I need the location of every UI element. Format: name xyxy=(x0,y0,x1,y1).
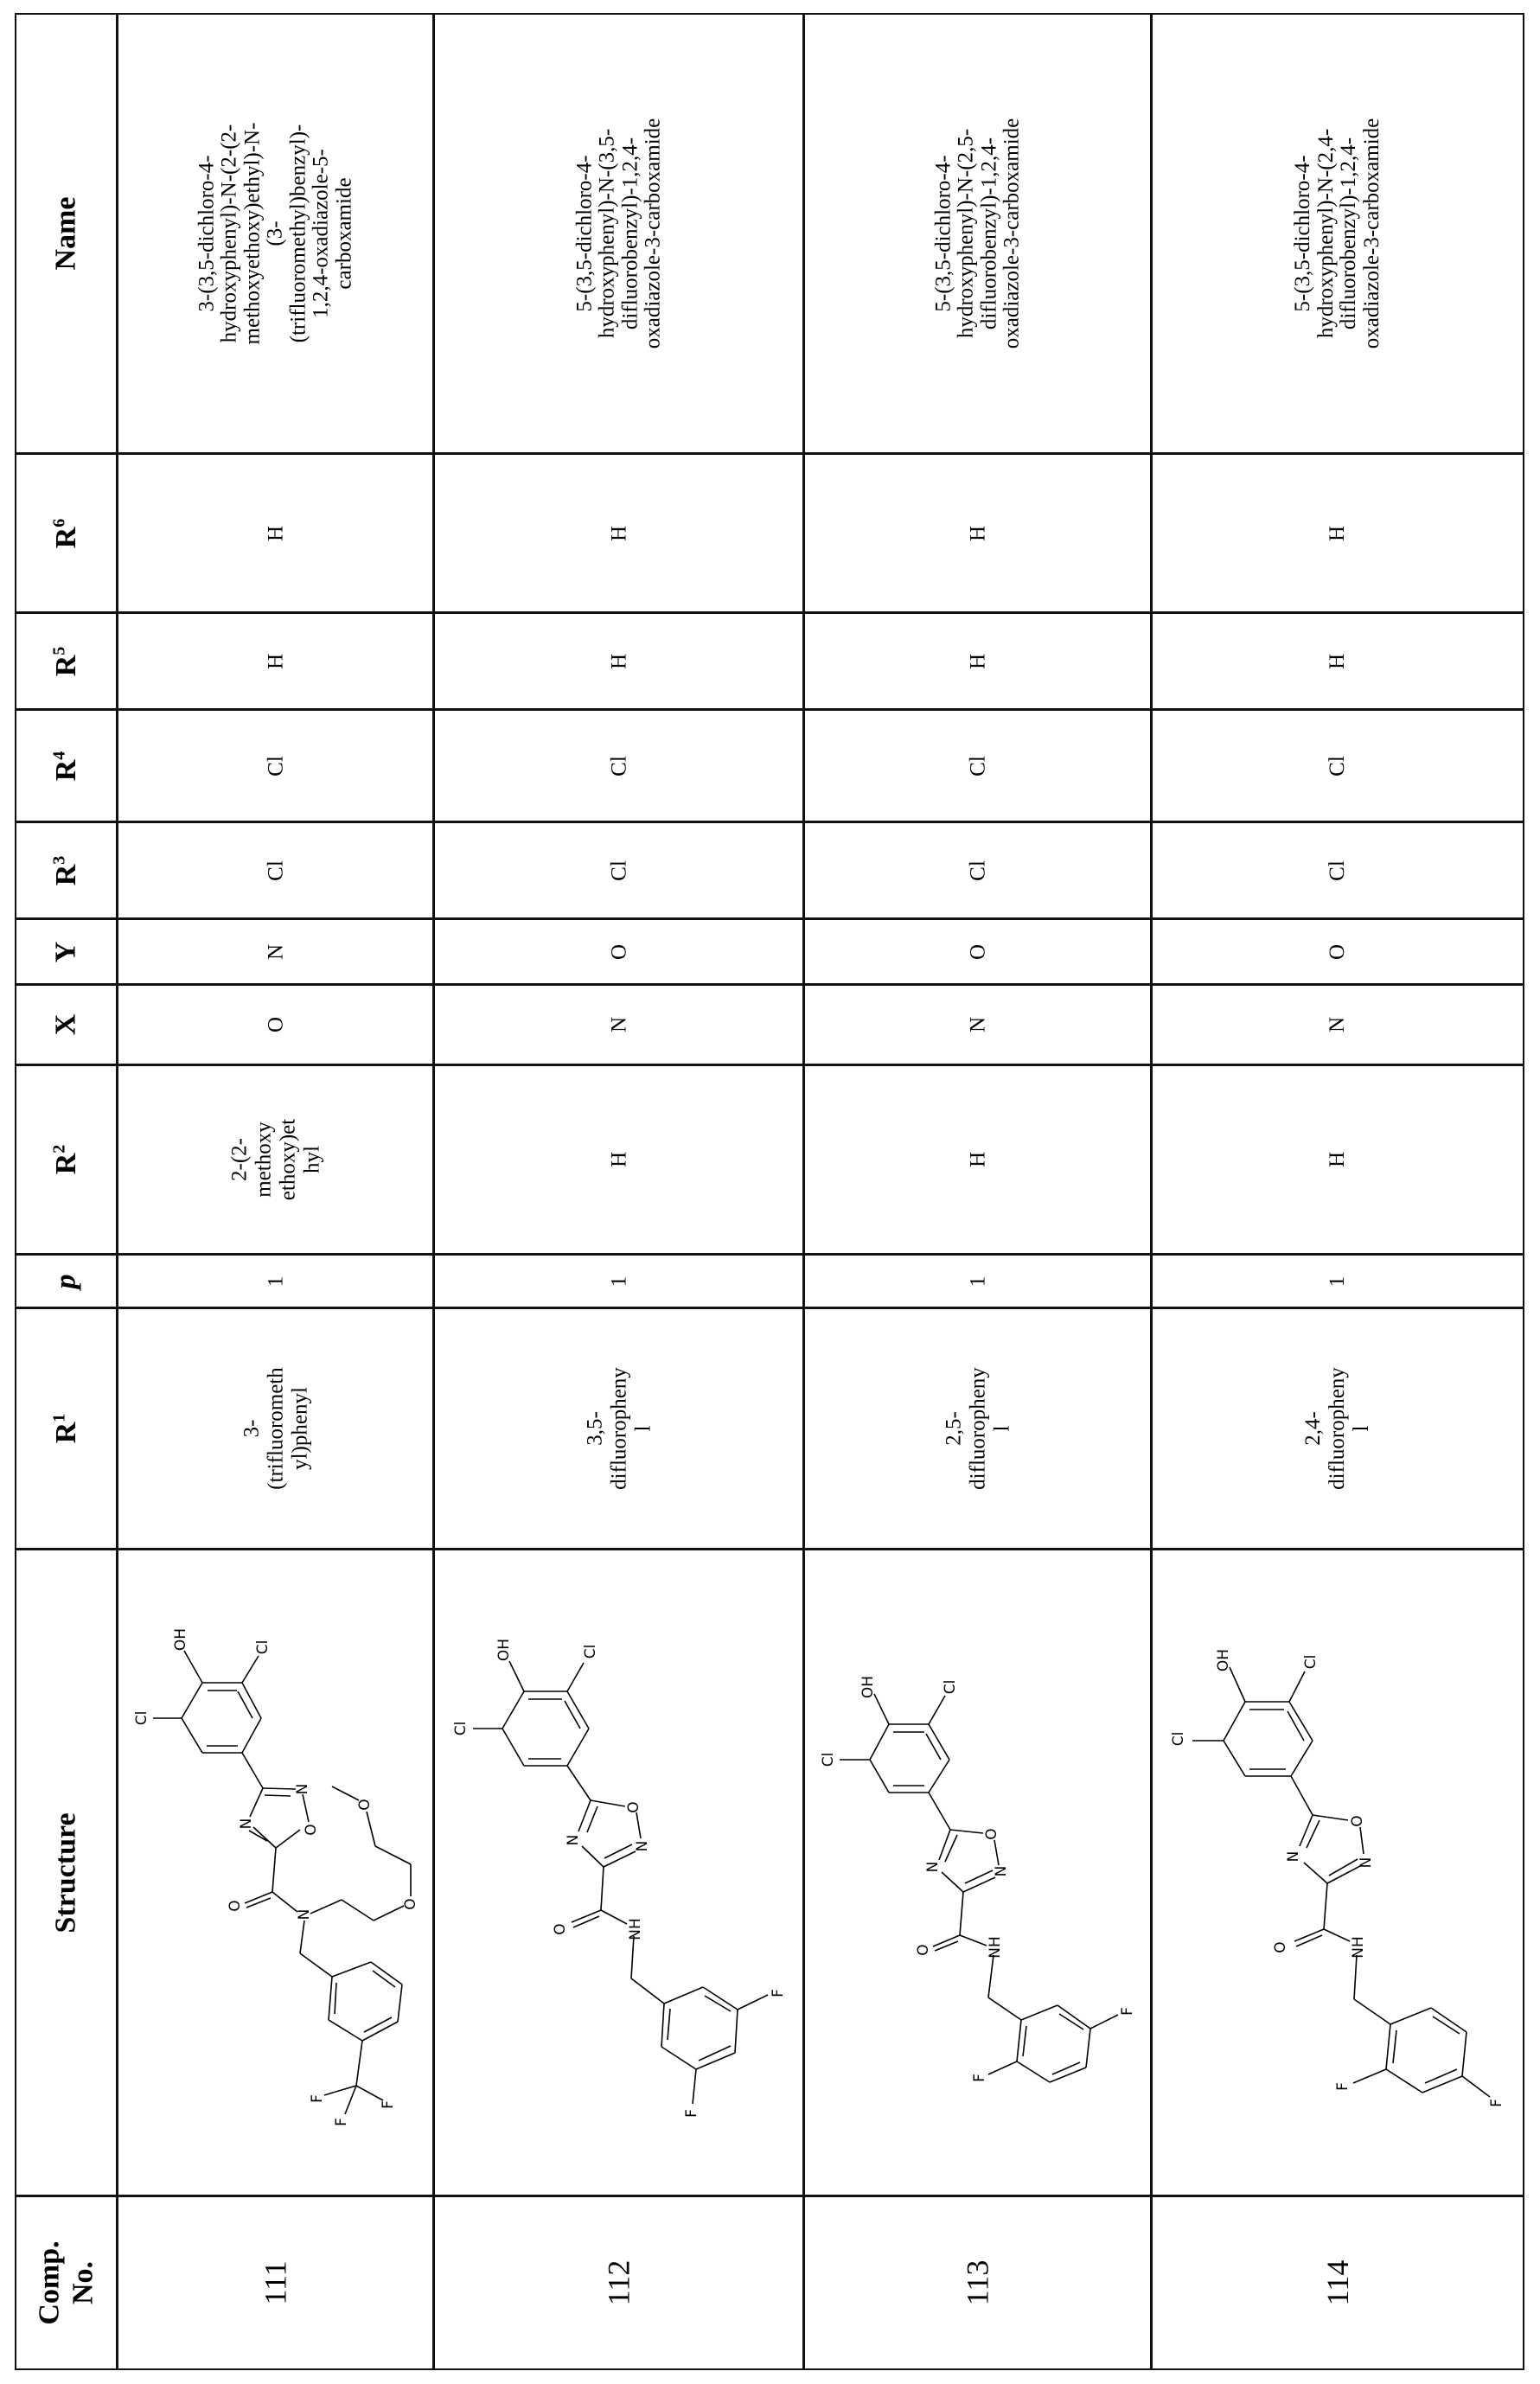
header-label-comp_no: Comp. No. xyxy=(33,2240,99,2325)
value-r2: H xyxy=(965,1151,989,1168)
value-r6: H xyxy=(263,525,287,541)
svg-text:O: O xyxy=(1272,1941,1289,1953)
header-label-r6: $R^6$ xyxy=(49,518,82,548)
header-comp_no xyxy=(15,2195,118,2370)
value-comp_no: 113 xyxy=(960,2259,995,2306)
cell-y-112 xyxy=(433,918,804,985)
svg-text:Cl: Cl xyxy=(942,1679,959,1695)
cell-r4-113 xyxy=(803,709,1152,822)
svg-text:NH: NH xyxy=(1350,1936,1367,1959)
cell-r5-111 xyxy=(117,612,434,710)
value-r1: 3,5- difluoropheny l xyxy=(582,1367,655,1490)
value-r5: H xyxy=(263,653,287,669)
cell-r6-112 xyxy=(433,453,804,613)
cell-r3-114 xyxy=(1151,821,1524,919)
cell-comp_no-112 xyxy=(433,2195,804,2370)
svg-text:Cl: Cl xyxy=(133,1710,150,1726)
value-name: 5-(3,5-dichloro-4- hydroxyphenyl)-N-(3,5- difluorobenzyl)-1,2,4- oxadiazole-3-carboxamide xyxy=(572,118,664,349)
value-p: 1 xyxy=(263,1275,287,1287)
value-p: 1 xyxy=(965,1275,989,1287)
header-r2 xyxy=(15,1064,118,1255)
svg-text:N: N xyxy=(238,1818,255,1830)
svg-text:F: F xyxy=(770,1989,787,1997)
cell-r6-113 xyxy=(803,453,1152,613)
value-r2: H xyxy=(1326,1151,1349,1168)
value-r2: 2-(2- methoxy ethoxy)et hyl xyxy=(227,1118,323,1201)
cell-r1-114 xyxy=(1151,1307,1524,1550)
svg-text:O: O xyxy=(552,1923,569,1935)
cell-y-113 xyxy=(803,918,1152,985)
header-x xyxy=(15,984,118,1065)
cell-r1-112 xyxy=(433,1307,804,1550)
header-label-p: p xyxy=(49,1274,82,1288)
cell-r2-114 xyxy=(1151,1064,1524,1255)
svg-text:O: O xyxy=(1349,1815,1366,1827)
value-name: 3-(3,5-dichloro-4- hydroxyphenyl)-N-(2-(2- methoxyethoxy)ethyl)-N- (3- (trifluoromethyl)benzyl)- 1,2,4-oxadiazole-5- carboxamide xyxy=(194,122,355,345)
svg-text:F: F xyxy=(1334,2082,1351,2091)
cell-x-111 xyxy=(117,984,434,1065)
cell-structure-114 xyxy=(1151,1549,1524,2196)
svg-text:F: F xyxy=(309,2094,326,2103)
svg-text:Cl: Cl xyxy=(1302,1654,1320,1670)
svg-text:O: O xyxy=(983,1828,1000,1840)
cell-r4-114 xyxy=(1151,709,1524,822)
header-label-r1: $R^1$ xyxy=(49,1413,82,1444)
header-label-r3: $R^3$ xyxy=(49,855,82,885)
svg-text:N: N xyxy=(924,1861,942,1873)
cell-p-114 xyxy=(1151,1254,1524,1308)
cell-p-112 xyxy=(433,1254,804,1308)
cell-x-112 xyxy=(433,984,804,1065)
value-r1: 2,5- difluoropheny l xyxy=(941,1367,1013,1490)
svg-text:F: F xyxy=(333,2118,350,2126)
cell-r6-114 xyxy=(1151,453,1524,613)
cell-r5-114 xyxy=(1151,612,1524,710)
svg-text:O: O xyxy=(303,1824,320,1836)
value-r5: H xyxy=(1326,653,1349,669)
cell-comp_no-111 xyxy=(117,2195,434,2370)
cell-r4-111 xyxy=(117,709,434,822)
svg-text:N: N xyxy=(1285,1850,1302,1863)
svg-text:O: O xyxy=(402,1898,419,1910)
svg-text:Cl: Cl xyxy=(582,1644,599,1659)
cell-structure-112 xyxy=(433,1549,804,2196)
cell-r2-113 xyxy=(803,1064,1152,1255)
cell-comp_no-113 xyxy=(803,2195,1152,2370)
header-p xyxy=(15,1254,118,1308)
cell-r2-112 xyxy=(433,1064,804,1255)
cell-structure-113 xyxy=(803,1549,1152,2196)
value-r6: H xyxy=(965,525,989,541)
svg-text:N: N xyxy=(565,1834,582,1846)
header-r3 xyxy=(15,821,118,919)
cell-x-113 xyxy=(803,984,1152,1065)
header-label-r2: $R^2$ xyxy=(49,1144,82,1175)
svg-text:N: N xyxy=(993,1865,1010,1877)
cell-comp_no-114 xyxy=(1151,2195,1524,2370)
cell-name-112 xyxy=(433,13,804,454)
structure-diagram-111 xyxy=(118,1550,435,2197)
svg-text:F: F xyxy=(380,2100,397,2109)
cell-r4-112 xyxy=(433,709,804,822)
cell-p-111 xyxy=(117,1254,434,1308)
svg-text:Cl: Cl xyxy=(820,1752,837,1767)
cell-r3-113 xyxy=(803,821,1152,919)
header-r4 xyxy=(15,709,118,822)
value-r6: H xyxy=(606,525,630,541)
header-label-structure: Structure xyxy=(49,1812,82,1933)
header-structure xyxy=(15,1549,118,2196)
svg-text:F: F xyxy=(1488,2099,1505,2107)
value-r3: Cl xyxy=(1326,860,1349,881)
cell-r5-113 xyxy=(803,612,1152,710)
structure-diagram-114 xyxy=(1153,1550,1525,2197)
value-r3: Cl xyxy=(263,860,287,881)
svg-text:NH: NH xyxy=(987,1936,1004,1959)
header-label-r5: $R^5$ xyxy=(49,646,82,676)
svg-text:N: N xyxy=(634,1840,651,1852)
value-x: N xyxy=(965,1016,989,1033)
header-y xyxy=(15,918,118,985)
header-label-r4: $R^4$ xyxy=(49,751,82,781)
value-name: 5-(3,5-dichloro-4- hydroxyphenyl)-N-(2,5- difluorobenzyl)-1,2,4- oxadiazole-3-carboxamide xyxy=(930,118,1023,349)
svg-text:OH: OH xyxy=(859,1675,877,1699)
value-comp_no: 114 xyxy=(1320,2259,1355,2306)
value-r4: Cl xyxy=(1326,755,1349,777)
cell-name-111 xyxy=(117,13,434,454)
value-x: O xyxy=(263,1016,287,1033)
value-y: N xyxy=(263,943,287,960)
value-r3: Cl xyxy=(965,860,989,881)
cell-r1-113 xyxy=(803,1307,1152,1550)
cell-r3-111 xyxy=(117,821,434,919)
svg-text:O: O xyxy=(356,1799,374,1811)
cell-y-114 xyxy=(1151,918,1524,985)
cell-r3-112 xyxy=(433,821,804,919)
header-label-name: Name xyxy=(49,196,82,271)
value-x: N xyxy=(1326,1016,1349,1033)
cell-y-111 xyxy=(117,918,434,985)
header-label-x: X xyxy=(49,1013,82,1036)
value-comp_no: 111 xyxy=(258,2260,293,2305)
value-y: O xyxy=(1326,943,1349,960)
value-r6: H xyxy=(1326,525,1349,541)
cell-r6-111 xyxy=(117,453,434,613)
cell-name-114 xyxy=(1151,13,1524,454)
value-p: 1 xyxy=(606,1275,630,1287)
svg-text:OH: OH xyxy=(172,1627,189,1652)
structure-diagram-113 xyxy=(805,1550,1153,2197)
svg-text:NH: NH xyxy=(627,1918,644,1940)
value-r3: Cl xyxy=(606,860,630,881)
svg-text:F: F xyxy=(971,2074,988,2082)
svg-text:F: F xyxy=(683,2109,700,2118)
svg-text:OH: OH xyxy=(495,1638,513,1662)
svg-text:OH: OH xyxy=(1215,1648,1232,1672)
cell-r5-112 xyxy=(433,612,804,710)
value-p: 1 xyxy=(1326,1275,1349,1287)
header-name xyxy=(15,13,118,454)
value-comp_no: 112 xyxy=(601,2259,636,2306)
svg-text:Cl: Cl xyxy=(452,1721,470,1736)
svg-text:F: F xyxy=(1119,2007,1136,2016)
cell-p-113 xyxy=(803,1254,1152,1308)
value-name: 5-(3,5-dichloro-4- hydroxyphenyl)-N-(2,4- difluorobenzyl)-1,2,4- oxadiazole-3-carboxamide xyxy=(1291,118,1383,349)
cell-name-113 xyxy=(803,13,1152,454)
svg-text:Cl: Cl xyxy=(254,1639,272,1655)
svg-text:Cl: Cl xyxy=(1170,1731,1187,1747)
svg-text:N: N xyxy=(1358,1857,1375,1869)
value-r5: H xyxy=(965,653,989,669)
cell-structure-111 xyxy=(117,1549,434,2196)
cell-r1-111 xyxy=(117,1307,434,1550)
structure-diagram-112 xyxy=(435,1550,805,2197)
value-r1: 2,4- difluoropheny l xyxy=(1301,1367,1373,1490)
value-x: N xyxy=(606,1016,630,1033)
value-r4: Cl xyxy=(263,755,287,777)
value-r4: Cl xyxy=(606,755,630,777)
value-y: O xyxy=(606,943,630,960)
svg-text:O: O xyxy=(227,1900,244,1912)
value-r1: 3- (trifluorometh yl)phenyl xyxy=(239,1367,311,1490)
header-r5 xyxy=(15,612,118,710)
header-r1 xyxy=(15,1307,118,1550)
svg-text:O: O xyxy=(915,1944,932,1956)
svg-text:N: N xyxy=(296,1908,313,1921)
cell-r2-111 xyxy=(117,1064,434,1255)
svg-text:N: N xyxy=(294,1783,311,1795)
value-r5: H xyxy=(606,653,630,669)
value-r4: Cl xyxy=(965,755,989,777)
value-y: O xyxy=(965,943,989,960)
value-r2: H xyxy=(606,1151,630,1168)
header-label-y: Y xyxy=(49,941,82,962)
header-r6 xyxy=(15,453,118,613)
svg-text:O: O xyxy=(625,1801,642,1813)
cell-x-114 xyxy=(1151,984,1524,1065)
